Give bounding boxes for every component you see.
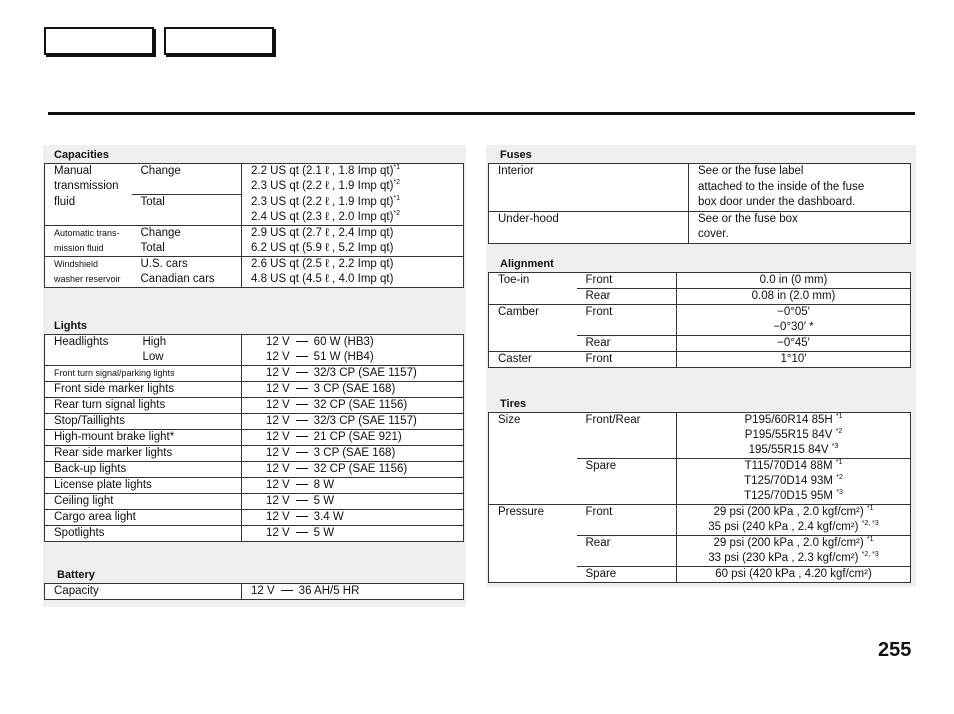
- lights-item: [45, 350, 134, 366]
- tires-item: [489, 567, 577, 583]
- table-row: [45, 494, 464, 510]
- table-row: [45, 350, 464, 366]
- capacities-type: U.S. cars: [132, 257, 242, 273]
- table-row: [489, 520, 911, 536]
- page-number: 255: [878, 639, 912, 661]
- table-row: [45, 195, 464, 211]
- alignment-item: Toe-in: [498, 274, 530, 286]
- tires-position: Front: [577, 505, 677, 521]
- alignment-value: −0°05′: [677, 305, 911, 321]
- lights-item: Stop/Taillights: [45, 414, 242, 430]
- lights-spec: 12 V 3 CP (SAE 168): [242, 382, 464, 398]
- table-row: [45, 241, 464, 257]
- alignment-position: Front: [577, 305, 677, 321]
- table-row: [489, 474, 911, 489]
- lights-spec: 12 V 5 W: [242, 494, 464, 510]
- tires-position: Rear: [577, 536, 677, 552]
- fuses-interior-text: See or the fuse label attached to the inside of the fuse box door under the dashboard.: [698, 165, 865, 208]
- capacities-item: Windshield: [45, 257, 132, 273]
- table-row: [489, 352, 911, 368]
- fuses-interior-label: Interior: [489, 164, 689, 212]
- header-rule: [48, 112, 915, 115]
- lights-type: Low: [134, 350, 242, 366]
- table-row: [45, 398, 464, 414]
- alignment-position: [577, 320, 677, 336]
- tires-value: 29 psi (200 kPa , 2.0 kgf/cm²) $^{*1}$: [677, 536, 911, 552]
- table-row: [489, 336, 911, 352]
- tires-position: [577, 443, 677, 459]
- alignment-item: [489, 320, 577, 336]
- capacities-type: Canadian cars: [132, 272, 242, 288]
- table-row: [489, 505, 911, 521]
- table-row: [45, 382, 464, 398]
- lights-item: Back-up lights: [45, 462, 242, 478]
- capacities-type: Total: [132, 241, 242, 257]
- fuses-table: [488, 163, 911, 244]
- lights-spec: 12 V 5 W: [242, 526, 464, 542]
- tires-position: Spare: [577, 459, 677, 475]
- tires-item: Size: [498, 414, 521, 426]
- alignment-value: −0°45′: [677, 336, 911, 352]
- lights-spec: 12 V 8 W: [242, 478, 464, 494]
- lights-spec: 12 V 21 CP (SAE 921): [242, 430, 464, 446]
- capacities-type: [132, 210, 242, 226]
- table-row: [489, 320, 911, 336]
- capacities-value: 4.8 US qt (4.5 ℓ , 4.0 Imp qt): [251, 273, 394, 285]
- capacities-title: Capacities: [54, 149, 110, 161]
- tires-item: [489, 520, 577, 536]
- table-row: [489, 273, 911, 289]
- tires-position: [577, 520, 677, 536]
- capacities-type: [132, 179, 242, 195]
- nav-button-1[interactable]: [44, 27, 154, 55]
- alignment-title: Alignment: [500, 258, 554, 270]
- lights-item: Cargo area light: [45, 510, 242, 526]
- capacities-type: Change: [132, 164, 242, 180]
- table-row: [489, 413, 911, 429]
- capacities-value: 2.3 US qt (2.2 ℓ , 1.9 Imp qt)$^{*2}$: [251, 179, 401, 192]
- table-row: [489, 428, 911, 443]
- tires-position: Spare: [577, 567, 677, 583]
- lights-item: Ceiling light: [45, 494, 242, 510]
- tires-value: T125/70D14 93M $^{*2}$: [744, 474, 843, 487]
- battery-spec: 12 V 36 AH/5 HR: [251, 585, 360, 597]
- table-row: [45, 164, 464, 180]
- battery-label: Capacity: [45, 584, 242, 600]
- table-row: [489, 551, 911, 567]
- capacities-item: washer reservoir: [54, 274, 121, 284]
- capacities-item: fluid: [54, 195, 76, 208]
- lights-item: Rear turn signal lights: [45, 398, 242, 414]
- tires-value: 195/55R15 84V $^{*3}$: [748, 443, 839, 456]
- lights-item: Front turn signal/parking lights: [45, 366, 242, 382]
- table-row: [45, 510, 464, 526]
- table-row: [489, 305, 911, 321]
- alignment-item: [489, 336, 577, 352]
- table-row: [45, 257, 464, 273]
- capacities-table: [44, 163, 464, 288]
- alignment-value: −0°30′ *: [773, 321, 814, 333]
- tires-position: [577, 474, 677, 489]
- table-row: [45, 179, 464, 195]
- lights-spec: 12 V 3.4 W: [242, 510, 464, 526]
- capacities-type: Total: [132, 195, 242, 211]
- tires-value: T125/70D15 95M $^{*3}$: [744, 489, 843, 502]
- capacities-item: Manual: [54, 165, 92, 177]
- tires-item: [489, 536, 577, 552]
- lights-item: Rear side marker lights: [45, 446, 242, 462]
- lights-item: License plate lights: [45, 478, 242, 494]
- capacities-item: mission fluid: [54, 243, 104, 253]
- tires-position: Front/Rear: [577, 413, 677, 429]
- alignment-item: Camber: [489, 305, 577, 321]
- lights-item: High-mount brake light*: [45, 430, 242, 446]
- table-row: [489, 459, 911, 475]
- battery-title: Battery: [57, 569, 95, 581]
- capacities-type: Change: [132, 226, 242, 242]
- fuses-underhood-label: Under-hood: [489, 211, 689, 243]
- lights-item: Spotlights: [45, 526, 242, 542]
- tires-item: Pressure: [489, 505, 577, 521]
- capacities-value: 2.4 US qt (2.3 ℓ , 2.0 Imp qt)$^{*2}$: [251, 210, 401, 223]
- alignment-value: 1°10′: [677, 352, 911, 368]
- capacities-value: 2.6 US qt (2.5 ℓ , 2.2 Imp qt): [242, 257, 464, 273]
- capacities-value: 2.2 US qt (2.1 ℓ , 1.8 Imp qt)$^{*1}$: [251, 164, 401, 177]
- table-row: [45, 526, 464, 542]
- table-row: [45, 210, 464, 226]
- tires-item: [489, 443, 577, 459]
- table-row: [489, 567, 911, 583]
- alignment-item: [489, 289, 577, 305]
- table-row: [45, 462, 464, 478]
- tires-item: [489, 551, 577, 567]
- lights-spec: 12 V 51 W (HB4): [266, 351, 374, 363]
- tires-item: [489, 428, 577, 443]
- capacities-item: Automatic trans-: [45, 226, 132, 242]
- capacities-item: [45, 210, 132, 226]
- table-row: [489, 489, 911, 505]
- lights-item: Headlights: [54, 336, 109, 348]
- tires-position: [577, 428, 677, 443]
- lights-spec: 12 V 32 CP (SAE 1156): [242, 462, 464, 478]
- fuses-title: Fuses: [500, 149, 532, 161]
- alignment-value: 0.0 in (0 mm): [759, 274, 828, 286]
- tires-value: 60 psi (420 kPa , 4.20 kgf/cm²): [677, 567, 911, 583]
- lights-spec: 12 V 32/3 CP (SAE 1157): [242, 414, 464, 430]
- capacities-value: 6.2 US qt (5.9 ℓ , 5.2 Imp qt): [251, 242, 394, 254]
- alignment-value: 0.08 in (2.0 mm): [677, 289, 911, 305]
- lights-spec: 12 V 60 W (HB3): [266, 336, 374, 348]
- lights-table: [44, 334, 464, 542]
- battery-table: [44, 583, 464, 600]
- alignment-position: Rear: [577, 336, 677, 352]
- tires-value: 29 psi (200 kPa , 2.0 kgf/cm²) $^{*1}$: [677, 505, 911, 521]
- table-row: [489, 443, 911, 459]
- tires-item: [489, 459, 577, 475]
- capacities-item: transmission: [54, 180, 119, 192]
- table-row: [45, 366, 464, 382]
- alignment-table: [488, 272, 911, 368]
- tires-value: P195/55R15 84V $^{*2}$: [744, 428, 843, 441]
- table-row: [45, 430, 464, 446]
- table-row: [45, 226, 464, 242]
- tires-value: T115/70D14 88M $^{*1}$: [677, 459, 911, 475]
- nav-button-2[interactable]: [164, 27, 274, 55]
- tires-value: 33 psi (230 kPa , 2.3 kgf/cm²) $^{*2, *3}$: [708, 551, 879, 564]
- table-row: [489, 536, 911, 552]
- fuses-underhood-text: See or the fuse box cover.: [689, 211, 911, 243]
- table-row: [45, 478, 464, 494]
- table-row: [45, 414, 464, 430]
- table-row: [45, 272, 464, 288]
- alignment-position: Rear: [577, 289, 677, 305]
- tires-position: [577, 551, 677, 567]
- tires-value: P195/60R14 85H $^{*1}$: [744, 413, 843, 426]
- lights-spec: 12 V 3 CP (SAE 168): [242, 446, 464, 462]
- tires-position: [577, 489, 677, 505]
- lights-item: Front side marker lights: [45, 382, 242, 398]
- lights-spec: 12 V 32 CP (SAE 1156): [242, 398, 464, 414]
- alignment-item: Caster: [489, 352, 577, 368]
- tires-value: 35 psi (240 kPa , 2.4 kgf/cm²) $^{*2, *3}$: [708, 520, 879, 533]
- alignment-position: Front: [577, 352, 677, 368]
- lights-type: High: [134, 335, 242, 351]
- lights-spec: 12 V 32/3 CP (SAE 1157): [242, 366, 464, 382]
- alignment-position: Front: [577, 273, 677, 289]
- lights-title: Lights: [54, 320, 87, 332]
- capacities-value: 2.9 US qt (2.7 ℓ , 2.4 Imp qt): [242, 226, 464, 242]
- tires-item: [489, 474, 577, 489]
- tires-title: Tires: [500, 398, 527, 410]
- tires-table: [488, 412, 911, 583]
- table-row: [489, 289, 911, 305]
- table-row: [45, 335, 464, 351]
- capacities-value: 2.3 US qt (2.2 ℓ , 1.9 Imp qt)$^{*1}$: [251, 194, 401, 208]
- tires-item: [489, 489, 577, 505]
- table-row: [45, 446, 464, 462]
